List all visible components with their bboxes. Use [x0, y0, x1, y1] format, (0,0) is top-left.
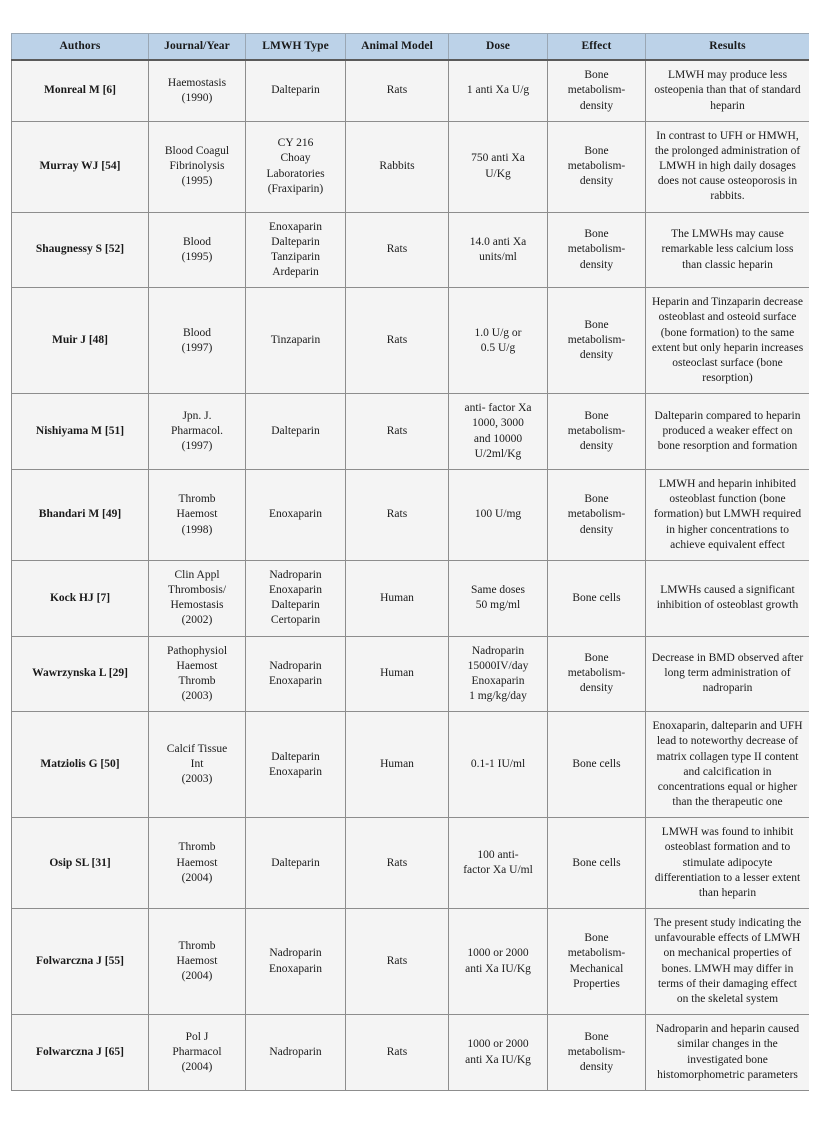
cell-line: metabolism-: [567, 425, 626, 438]
cell-animal: [346, 712, 449, 818]
lmwh-studies-table: [11, 33, 809, 1091]
cell-line: Enoxaparin: [268, 508, 322, 521]
cell-line: Thromb: [178, 841, 216, 854]
cell-line: density: [579, 175, 614, 188]
cell-line: Bone cells: [572, 856, 621, 869]
cell-line: 15000IV/day: [467, 659, 529, 672]
cell-line: (2004): [181, 871, 213, 884]
cell-dose: [449, 394, 548, 470]
cell-line: Mechanical: [569, 962, 624, 975]
cell-journal: [149, 560, 246, 636]
cell-line: Clin Appl: [174, 568, 220, 581]
cell-effect: [548, 712, 646, 818]
cell-effect: [548, 60, 646, 121]
cell-animal: [346, 121, 449, 212]
cell-journal: [149, 288, 246, 394]
cell-line: Bone: [584, 144, 609, 157]
cell-line: Nadroparin: [471, 644, 525, 657]
cell-line: Choay: [280, 152, 311, 165]
cell-line: density: [579, 682, 614, 695]
cell-animal: [346, 818, 449, 909]
cell-lmwh: [246, 1015, 346, 1091]
cell-lmwh: [246, 712, 346, 818]
cell-line: Rabbits: [379, 160, 415, 173]
cell-line: and 10000: [473, 432, 523, 445]
cell-line: 750 anti Xa: [471, 152, 525, 165]
column-header-results[interactable]: Results: [646, 34, 810, 61]
cell-effect: [548, 288, 646, 394]
cell-authors: Folwarczna J [55]: [12, 909, 149, 1015]
column-header-dose[interactable]: Dose: [449, 34, 548, 61]
cell-line: (Fraxiparin): [267, 182, 324, 195]
cell-line: Bone: [584, 652, 609, 665]
cell-line: LMWHs caused a significant inhibition of osteoblast growth: [656, 584, 799, 612]
cell-line: Heparin and Tinzaparin decrease osteoblast and osteoid surface (bone formation) to the same extent but only heparin increases osteoclast surface (bone resorption): [651, 296, 804, 385]
cell-journal: [149, 1015, 246, 1091]
table-row: [12, 560, 810, 636]
cell-line: (1995): [181, 250, 213, 263]
cell-line: Rats: [386, 334, 408, 347]
cell-line: Laboratories: [266, 167, 325, 180]
cell-results: [646, 60, 810, 121]
cell-line: Enoxaparin: [268, 220, 322, 233]
cell-effect: [548, 470, 646, 561]
cell-results: [646, 909, 810, 1015]
cell-line: Dalteparin: [271, 750, 320, 763]
cell-line: Bone: [584, 69, 609, 82]
cell-results: [646, 636, 810, 712]
cell-authors: Osip SL [31]: [12, 818, 149, 909]
cell-authors: Nishiyama M [51]: [12, 394, 149, 470]
cell-line: Enoxaparin: [268, 765, 322, 778]
cell-line: 1 mg/kg/day: [469, 690, 527, 703]
cell-line: (1995): [181, 175, 213, 188]
cell-line: metabolism-: [567, 84, 626, 97]
cell-line: density: [579, 523, 614, 536]
table-row: [12, 636, 810, 712]
cell-line: Dalteparin: [271, 856, 320, 869]
cell-journal: [149, 60, 246, 121]
cell-line: Haemost: [176, 508, 218, 521]
cell-line: (1990): [181, 91, 213, 104]
cell-line: Thromb: [178, 674, 216, 687]
cell-line: anti Xa IU/Kg: [465, 962, 531, 975]
table-row: [12, 712, 810, 818]
cell-line: Blood: [182, 326, 212, 339]
cell-effect: [548, 394, 646, 470]
cell-results: [646, 1015, 810, 1091]
table-row: [12, 212, 810, 288]
table-row: [12, 470, 810, 561]
table-row: [12, 60, 810, 121]
table-row: [12, 394, 810, 470]
cell-line: Enoxaparin: [268, 584, 322, 597]
cell-line: (2004): [181, 970, 213, 983]
cell-line: density: [579, 258, 614, 271]
table-row: [12, 121, 810, 212]
cell-line: Pathophysiol: [166, 644, 228, 657]
cell-line: (2003): [181, 690, 213, 703]
cell-animal: [346, 909, 449, 1015]
cell-animal: [346, 212, 449, 288]
cell-line: Same doses: [471, 584, 525, 597]
cell-line: Pharmacol.: [170, 425, 224, 438]
cell-dose: [449, 121, 548, 212]
cell-authors: Murray WJ [54]: [12, 121, 149, 212]
cell-line: In contrast to UFH or HMWH, the prolonged administration of LMWH in high daily dosages does not cause osteoporosis in rabbits.: [654, 129, 801, 203]
cell-line: Tinzaparin: [270, 334, 321, 347]
cell-line: Bone: [584, 932, 609, 945]
cell-line: Bone: [584, 1030, 609, 1043]
table-row: [12, 818, 810, 909]
cell-line: Dalteparin compared to heparin produced a weaker effect on bone resorption and formation: [654, 409, 801, 453]
cell-journal: [149, 712, 246, 818]
cell-dose: [449, 636, 548, 712]
cell-journal: [149, 121, 246, 212]
cell-results: [646, 818, 810, 909]
header-row: [12, 34, 810, 61]
cell-lmwh: [246, 909, 346, 1015]
table-viewport: [11, 33, 809, 1110]
cell-line: Int: [190, 758, 204, 771]
cell-line: density: [579, 99, 614, 112]
cell-line: Pol J: [185, 1030, 209, 1043]
cell-line: metabolism-: [567, 667, 626, 680]
cell-line: Enoxaparin: [268, 962, 322, 975]
cell-results: [646, 212, 810, 288]
cell-line: metabolism-: [567, 334, 626, 347]
cell-line: The LMWHs may cause remarkable less calcium loss than classic heparin: [661, 228, 794, 271]
cell-line: Haemost: [176, 955, 218, 968]
cell-line: Haemostasis: [167, 76, 227, 89]
column-header-effect[interactable]: Effect: [548, 34, 646, 61]
cell-line: Decrease in BMD observed after long term administration of nadroparin: [651, 652, 804, 695]
cell-journal: [149, 818, 246, 909]
cell-lmwh: [246, 636, 346, 712]
cell-line: Ardeparin: [272, 266, 319, 279]
cell-authors: Wawrzynska L [29]: [12, 636, 149, 712]
cell-effect: [548, 121, 646, 212]
cell-line: 1000 or 2000: [467, 1038, 529, 1051]
cell-line: 0.1-1 IU/ml: [470, 758, 526, 771]
cell-line: U/2ml/Kg: [474, 447, 522, 460]
cell-line: 50 mg/ml: [475, 599, 521, 612]
cell-dose: [449, 212, 548, 288]
cell-line: Human: [380, 758, 414, 771]
cell-line: metabolism-: [567, 947, 626, 960]
cell-line: Hemostasis: [170, 599, 224, 612]
cell-line: metabolism-: [567, 1045, 626, 1058]
cell-effect: [548, 1015, 646, 1091]
cell-line: Enoxaparin, dalteparin and UFH lead to noteworthy decrease of matrix collagen type II content and calcification in concentrations equal or higher than the therapeutic one: [652, 720, 803, 809]
cell-line: Nadroparin: [269, 947, 322, 960]
cell-animal: [346, 560, 449, 636]
cell-animal: [346, 288, 449, 394]
cell-line: Properties: [573, 977, 620, 990]
cell-line: Tanziparin: [270, 250, 320, 263]
cell-journal: [149, 909, 246, 1015]
cell-results: [646, 288, 810, 394]
cell-line: Fibrinolysis: [169, 160, 225, 173]
cell-line: 14.0 anti Xa: [469, 235, 527, 248]
cell-line: anti- factor Xa: [464, 402, 532, 415]
table-body: [12, 60, 810, 1090]
cell-authors: Matziolis G [50]: [12, 712, 149, 818]
cell-line: Human: [380, 667, 414, 680]
cell-effect: [548, 818, 646, 909]
cell-line: Thromb: [178, 493, 216, 506]
cell-line: Haemost: [176, 856, 218, 869]
cell-authors: Shaugnessy S [52]: [12, 212, 149, 288]
cell-authors: Bhandari M [49]: [12, 470, 149, 561]
column-header-journal[interactable]: Journal/Year: [149, 34, 246, 61]
cell-line: Haemost: [176, 659, 218, 672]
cell-authors: Folwarczna J [65]: [12, 1015, 149, 1091]
cell-line: metabolism-: [567, 160, 626, 173]
cell-line: Bone cells: [572, 758, 621, 771]
cell-line: 1 anti Xa U/g: [466, 84, 530, 97]
cell-line: Rats: [386, 856, 408, 869]
cell-authors: Monreal M [6]: [12, 60, 149, 121]
cell-line: Pharmacol: [172, 1045, 222, 1058]
cell-dose: [449, 60, 548, 121]
cell-line: 100 anti-: [477, 849, 519, 862]
cell-line: The present study indicating the unfavourable effects of LMWH on mechanical properties of bones. LMWH may differ in terms of their damaging effect on the skeletal system: [653, 917, 802, 1005]
cell-line: U/Kg: [485, 167, 511, 180]
cell-line: Dalteparin: [271, 235, 320, 248]
table-header: [12, 34, 810, 61]
cell-results: [646, 121, 810, 212]
cell-line: Calcif Tissue: [166, 742, 228, 755]
table-row: [12, 909, 810, 1015]
cell-line: Nadroparin: [269, 1045, 322, 1058]
cell-dose: [449, 288, 548, 394]
cell-authors: Kock HJ [7]: [12, 560, 149, 636]
cell-line: Bone: [584, 319, 609, 332]
cell-line: CY 216: [277, 137, 314, 150]
cell-line: (1998): [181, 523, 213, 536]
cell-line: units/ml: [479, 250, 517, 263]
cell-line: Dalteparin: [271, 425, 320, 438]
cell-line: density: [579, 440, 614, 453]
cell-line: Rats: [386, 955, 408, 968]
cell-animal: [346, 636, 449, 712]
cell-line: (2004): [181, 1061, 213, 1074]
cell-line: Dalteparin: [271, 84, 320, 97]
cell-line: (1997): [181, 341, 213, 354]
table-row: [12, 1015, 810, 1091]
cell-line: 1000 or 2000: [467, 947, 529, 960]
cell-journal: [149, 212, 246, 288]
cell-effect: [548, 636, 646, 712]
cell-line: LMWH was found to inhibit osteoblast formation and to stimulate adipocyte differentiation to a lesser extent than heparin: [654, 826, 801, 899]
cell-dose: [449, 1015, 548, 1091]
cell-line: Bone: [584, 228, 609, 241]
cell-line: Nadroparin and heparin caused similar changes in the investigated bone histomorphometric parameters: [655, 1023, 800, 1081]
cell-line: Human: [380, 591, 414, 604]
cell-line: anti Xa IU/Kg: [465, 1053, 531, 1066]
cell-results: [646, 470, 810, 561]
cell-dose: [449, 818, 548, 909]
cell-line: metabolism-: [567, 243, 626, 256]
cell-line: Bone cells: [572, 591, 621, 604]
column-header-animal[interactable]: Animal Model: [346, 34, 449, 61]
cell-lmwh: [246, 818, 346, 909]
cell-lmwh: [246, 288, 346, 394]
cell-line: Thromb: [178, 939, 216, 952]
cell-line: (1997): [181, 440, 213, 453]
cell-lmwh: [246, 470, 346, 561]
cell-line: Jpn. J.: [182, 409, 212, 422]
cell-lmwh: [246, 212, 346, 288]
cell-line: Nadroparin: [269, 568, 322, 581]
cell-dose: [449, 712, 548, 818]
cell-effect: [548, 909, 646, 1015]
column-header-lmwh[interactable]: LMWH Type: [246, 34, 346, 61]
cell-line: Blood: [182, 235, 212, 248]
cell-line: Bone: [584, 409, 609, 422]
cell-line: Rats: [386, 508, 408, 521]
cell-lmwh: [246, 60, 346, 121]
cell-line: metabolism-: [567, 508, 626, 521]
cell-effect: [548, 560, 646, 636]
cell-journal: [149, 394, 246, 470]
cell-line: LMWH may produce less osteopenia than that of standard heparin: [654, 69, 801, 112]
cell-line: Enoxaparin: [471, 674, 525, 687]
cell-line: Thrombosis/: [167, 584, 227, 597]
cell-line: 1000, 3000: [472, 417, 524, 430]
cell-lmwh: [246, 394, 346, 470]
cell-line: Bone: [584, 493, 609, 506]
cell-lmwh: [246, 121, 346, 212]
cell-line: Rats: [386, 425, 408, 438]
cell-line: LMWH and heparin inhibited osteoblast function (bone formation) but LMWH required in higher concentrations to achieve equivalent effect: [653, 478, 802, 551]
cell-line: factor Xa U/ml: [463, 864, 533, 877]
cell-line: 0.5 U/g: [480, 341, 516, 354]
cell-line: (2002): [181, 614, 213, 627]
cell-animal: [346, 394, 449, 470]
column-header-authors[interactable]: Authors: [12, 34, 149, 61]
cell-animal: [346, 1015, 449, 1091]
cell-line: Rats: [386, 1045, 408, 1058]
cell-results: [646, 712, 810, 818]
cell-line: Rats: [386, 243, 408, 256]
cell-line: 100 U/mg: [474, 508, 522, 521]
cell-results: [646, 560, 810, 636]
cell-journal: [149, 636, 246, 712]
cell-animal: [346, 60, 449, 121]
cell-journal: [149, 470, 246, 561]
cell-line: density: [579, 349, 614, 362]
cell-line: Nadroparin: [269, 659, 322, 672]
cell-line: Enoxaparin: [268, 674, 322, 687]
cell-results: [646, 394, 810, 470]
cell-line: Rats: [386, 84, 408, 97]
cell-line: density: [579, 1061, 614, 1074]
cell-line: Dalteparin: [271, 599, 320, 612]
cell-line: Certoparin: [270, 614, 321, 627]
cell-dose: [449, 470, 548, 561]
table-row: [12, 288, 810, 394]
cell-line: Blood Coagul: [164, 144, 230, 157]
cell-effect: [548, 212, 646, 288]
cell-lmwh: [246, 560, 346, 636]
cell-line: 1.0 U/g or: [474, 326, 522, 339]
cell-dose: [449, 909, 548, 1015]
cell-animal: [346, 470, 449, 561]
cell-authors: Muir J [48]: [12, 288, 149, 394]
cell-dose: [449, 560, 548, 636]
cell-line: (2003): [181, 773, 213, 786]
